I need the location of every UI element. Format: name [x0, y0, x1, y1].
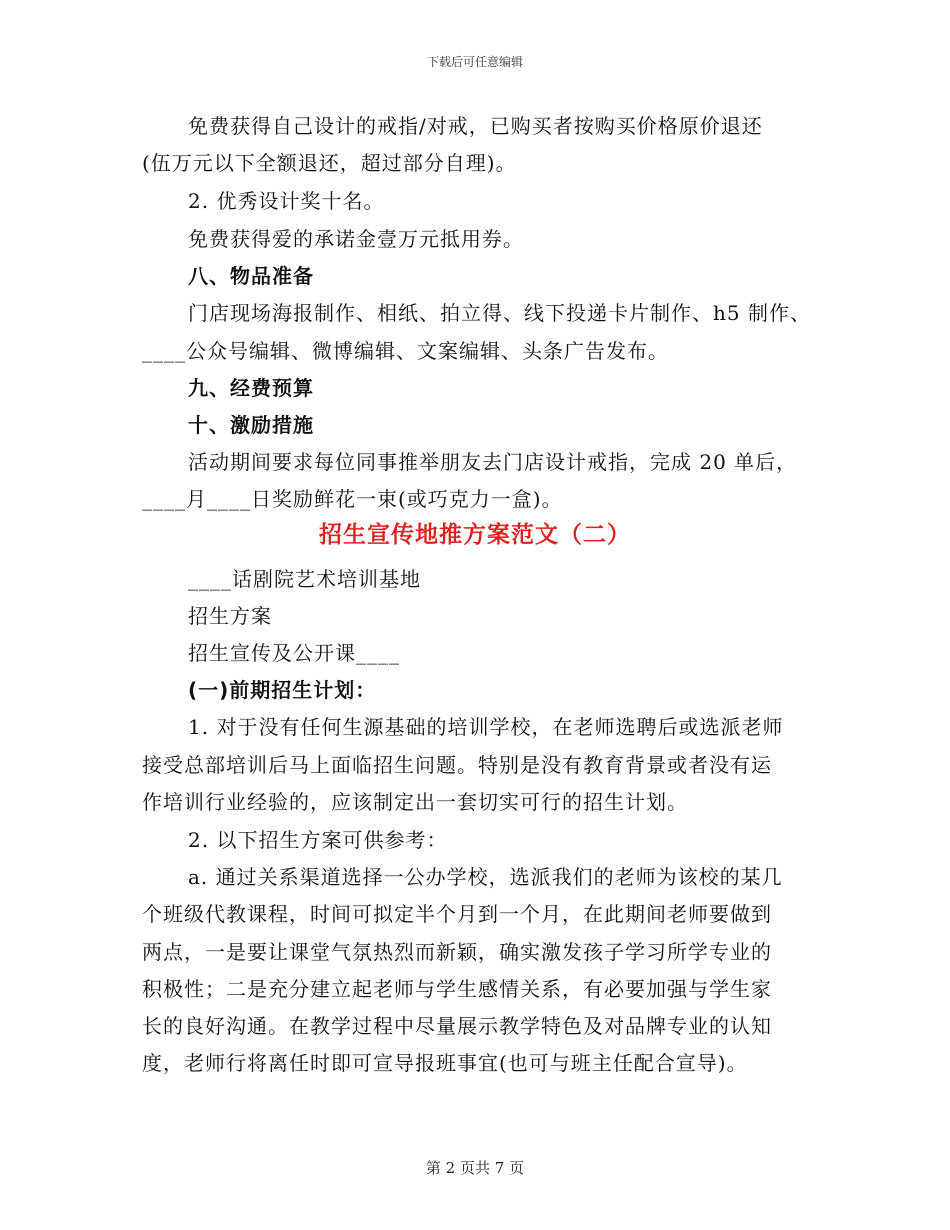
- body-line: 接受总部培训后马上面临招生问题。特别是没有教育背景或者没有运: [142, 753, 772, 777]
- body-line: 作培训行业经验的，应该制定出一套切实可行的招生计划。: [142, 790, 688, 814]
- body-line: 招生方案: [188, 604, 272, 628]
- body-line: ____公众号编辑、微博编辑、文案编辑、头条广告发布。: [142, 339, 669, 363]
- list-item: 2. 以下招生方案可供参考：: [188, 828, 448, 852]
- section-heading: (一)前期招生计划：: [188, 678, 377, 702]
- body-line: ____月____日奖励鲜花一束(或巧克力一盒)。: [142, 487, 563, 511]
- section-heading: 十、激励措施: [188, 413, 314, 437]
- body-line: (伍万元以下全额退还，超过部分自理)。: [142, 151, 517, 175]
- body-line: 度，老师行将离任时即可宣导报班事宜(也可与班主任配合宣导)。: [142, 1051, 748, 1075]
- section-heading: 九、经费预算: [188, 376, 314, 400]
- list-item: a. 通过关系渠道选择一公办学校，选派我们的老师为该校的某几: [188, 865, 783, 889]
- page-footer: 第 2 页共 7 页: [425, 1159, 525, 1177]
- body-line: 两点，一是要让课堂气氛热烈而新颖，确实激发孩子学习所学专业的: [142, 940, 772, 964]
- body-line: 个班级代教课程，时间可拟定半个月到一个月，在此期间老师要做到: [142, 902, 772, 926]
- body-line: 门店现场海报制作、相纸、拍立得、线下投递卡片制作、h5 制作、: [188, 301, 811, 325]
- section-heading: 八、物品准备: [188, 264, 314, 288]
- list-item: 1. 对于没有任何生源基础的培训学校，在老师选聘后或选派老师: [188, 715, 784, 739]
- body-line: 积极性；二是充分建立起老师与学生感情关系，有必要加强与学生家: [142, 977, 772, 1001]
- body-line: 招生宣传及公开课____: [188, 641, 400, 665]
- body-line: 长的良好沟通。在教学过程中尽量展示教学特色及对品牌专业的认知: [142, 1014, 772, 1038]
- body-line: 活动期间要求每位同事推举朋友去门店设计戒指，完成 20 单后，: [188, 450, 798, 474]
- header-note: 下载后可任意编辑: [426, 55, 523, 69]
- body-line: ____话剧院艺术培训基地: [188, 567, 421, 591]
- document-title: 招生宣传地推方案范文（二）: [319, 522, 631, 548]
- list-item: 2. 优秀设计奖十名。: [188, 189, 385, 213]
- body-line: 免费获得自己设计的戒指/对戒，已购买者按购买价格原价退还: [188, 114, 763, 138]
- body-line: 免费获得爱的承诺金壹万元抵用券。: [188, 227, 524, 251]
